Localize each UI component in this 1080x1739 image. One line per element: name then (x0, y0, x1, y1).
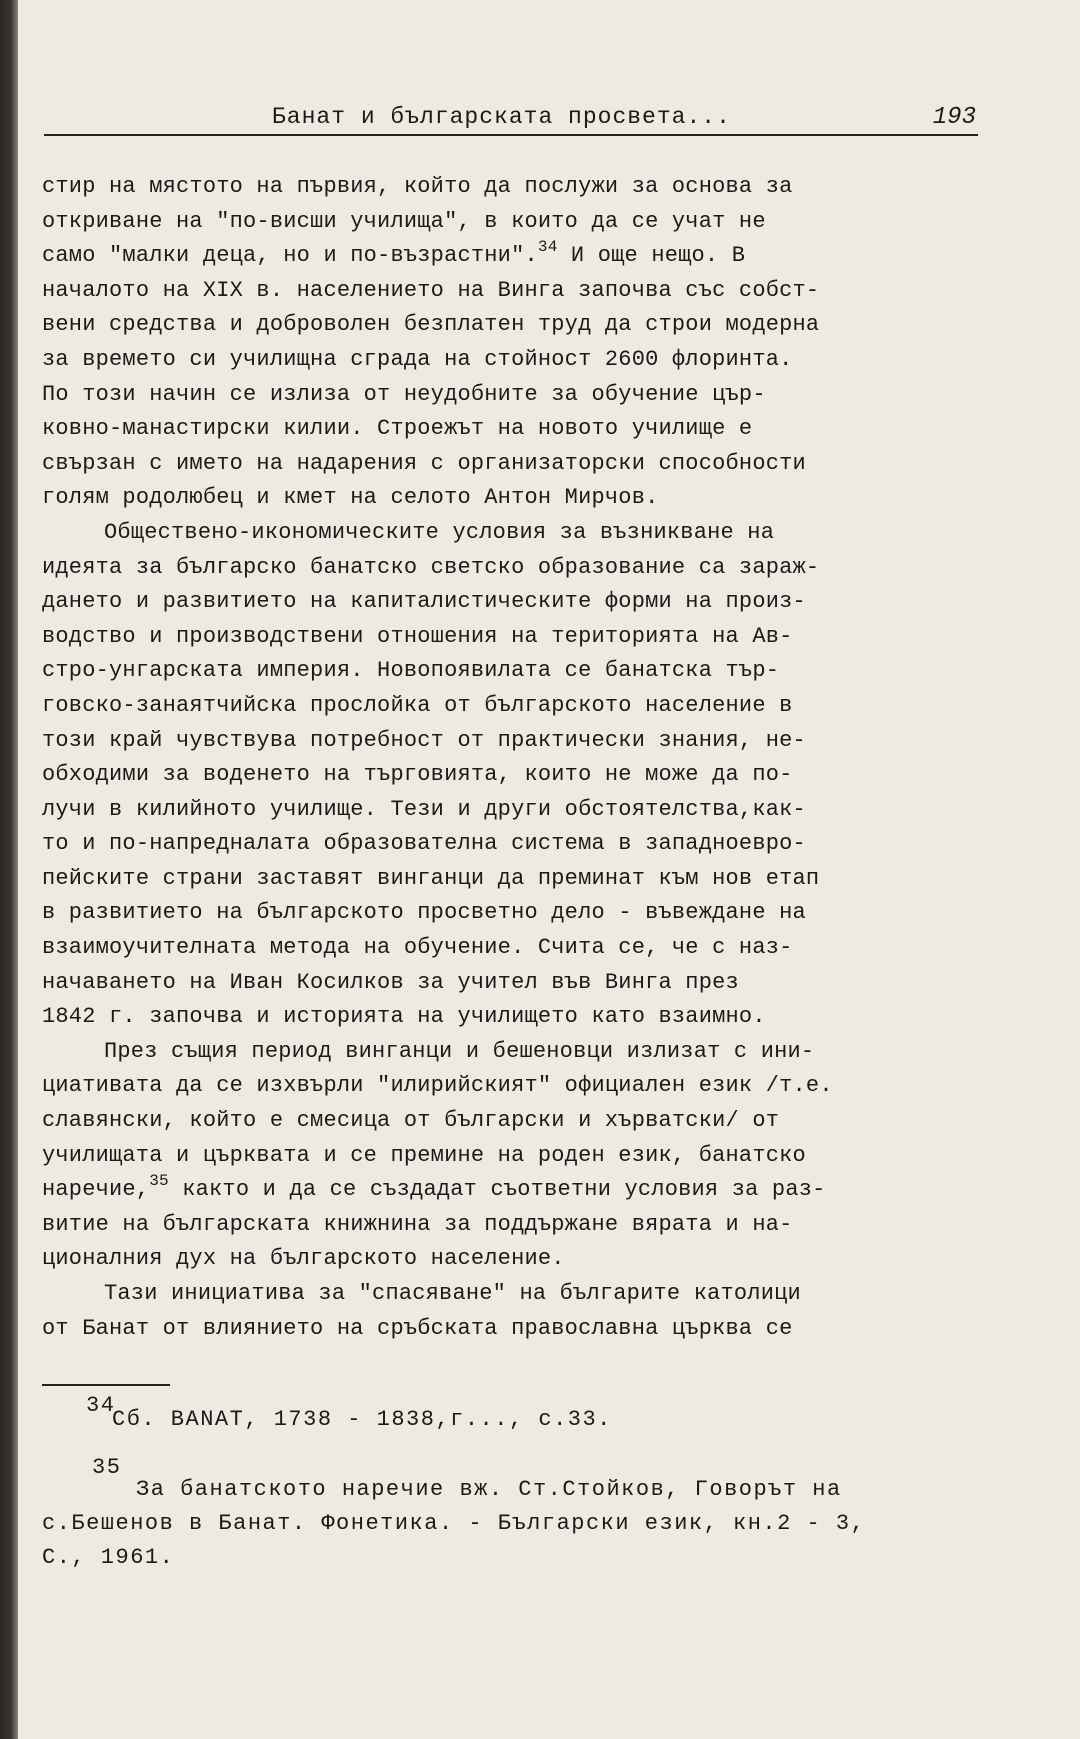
footnote-34 (42, 1393, 992, 1455)
text-line: в развитието на българското просветно дело - въвеждане на (42, 900, 806, 926)
text-line: славянски, който е смесица от български и хърватски/ от (42, 1108, 780, 1134)
footnote-text: Сб. BANAT, 1738 - 1838,г..., с.33. (112, 1407, 612, 1432)
book-page (18, 0, 1080, 1739)
text-line: голям родолюбец и кмет на селото Антон Мирчов. (42, 485, 659, 511)
text-segment: както и да се създадат съответни условия за раз- (168, 1177, 826, 1203)
text-line: пейските страни заставят винганци да преминат към нов етап (42, 865, 820, 891)
text-line: училищата и църквата и се премине на роден език, банатско (42, 1142, 806, 1168)
text-line: циативата да се изхвърли "илирийският" официален език /т.е. (42, 1073, 833, 1099)
text-line: стир на мястото на първия, който да послужи за основа за (42, 174, 793, 199)
text-line: началото на XIX в. населението на Винга започва със собст- (42, 277, 820, 303)
text-line: 1842 г. започва и историята на училището като взаимно. (42, 1004, 766, 1030)
paragraph-start-line: През същия период винганци и бешеновци излизат с ини- (104, 1038, 815, 1064)
text-line: взаимоучителната метода на обучение. Счита се, че с наз- (42, 935, 793, 961)
text-line: говско-занаятчийска прослойка от българското население в (42, 692, 793, 718)
paragraph-start-line: Тази инициатива за "спасяване" на българите католици (104, 1281, 801, 1306)
text-line (42, 239, 992, 274)
footnote-text: За банатското наречие вж. Ст.Стойков, Говорът на (136, 1477, 842, 1502)
text-line: стро-унгарската империя. Новопоявилата се банатска тър- (42, 658, 780, 684)
text-line: По този начин се излиза от неудобните за обучение цър- (42, 381, 766, 407)
footnote-ref-34[interactable]: 34 (537, 238, 558, 257)
footnote-separator (42, 1384, 170, 1386)
text-line: витие на българската книжнина за поддържане вярата и на- (42, 1211, 793, 1237)
text-line: ковно-манастирски килии. Строежът на новото училище е (42, 416, 753, 442)
text-line: от Банат от влиянието на сръбската православна църква се (42, 1315, 793, 1341)
footnote-number: 34 (86, 1393, 116, 1418)
running-header (44, 100, 978, 136)
text-line: за времето си училищна сграда на стойност 2600 флоринта. (42, 346, 793, 372)
text-line: начаването на Иван Косилков за учител във Винга през (42, 969, 739, 995)
paragraph-start-line: Обществено-икономическите условия за възникване на (104, 519, 775, 545)
main-text (42, 170, 992, 1346)
text-line: водство и производствени отношения на територията на Ав- (42, 623, 793, 649)
text-line: дането и развитието на капиталистическите форми на произ- (42, 589, 806, 615)
footnote-text-cont: с.Бешенов в Банат. Фонетика. - Български език, кн.2 - 3, (42, 1511, 866, 1536)
text-line: откриване на "по-висши училища", в които да се учат не (42, 208, 766, 234)
text-line: вени средства и доброволен безплатен труд да строи модерна (42, 312, 820, 338)
header-title: Банат и българската просвета... (272, 104, 731, 130)
text-line (42, 1173, 992, 1208)
footnote-35 (42, 1455, 992, 1570)
page-number: 193 (932, 104, 976, 131)
text-line: лучи в килийното училище. Тези и други обстоятелства,как- (42, 796, 806, 822)
text-line: идеята за българско банатско светско образование са зараж- (42, 554, 820, 580)
footnotes (42, 1393, 992, 1570)
text-line: то и по-напредналата образователна система в западноевро- (42, 831, 806, 857)
footnote-ref-35[interactable]: 35 (149, 1172, 169, 1191)
book-spine (0, 0, 18, 1739)
text-line: свързан с името на надарения с организаторски способности (42, 450, 806, 476)
footnote-text-cont: С., 1961. (42, 1545, 175, 1570)
text-line: обходими за воденето на търговията, които не може да по- (42, 762, 793, 788)
text-segment: И още нещо. В (557, 243, 746, 269)
footnote-number: 35 (92, 1455, 122, 1480)
text-line: ционалния дух на българското население. (42, 1246, 565, 1272)
text-segment: само "малки деца, но и по-възрастни". (42, 243, 538, 269)
text-segment: наречие, (42, 1177, 150, 1203)
text-line: този край чувствува потребност от практически знания, не- (42, 727, 806, 753)
